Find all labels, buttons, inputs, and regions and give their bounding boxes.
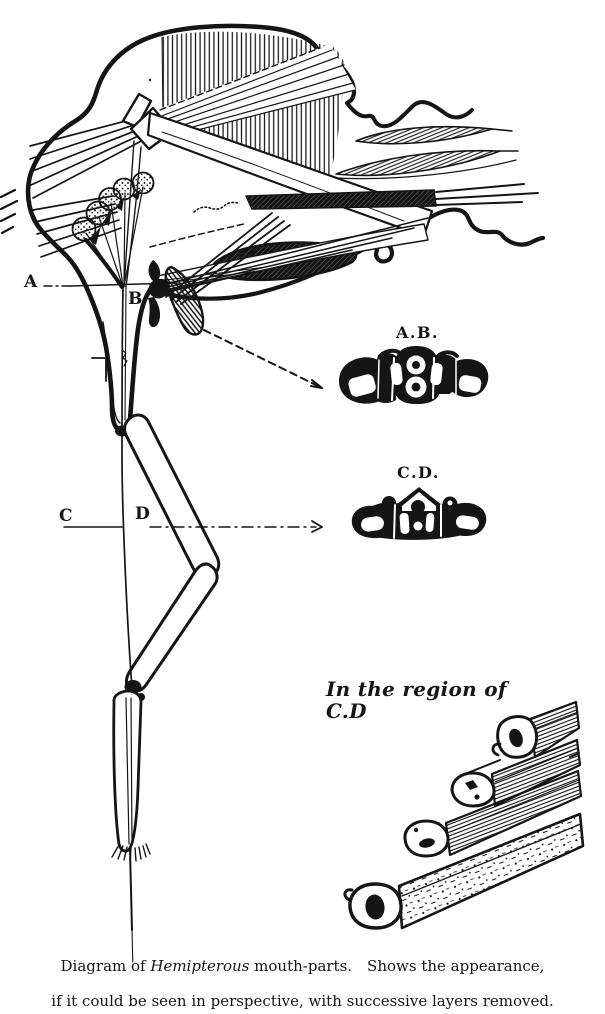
- caption-species: Hemipterous: [150, 957, 250, 975]
- gland-bead-chain: [73, 141, 154, 287]
- pharynx-leaf-muscles: [336, 127, 518, 179]
- stylet-needle: [130, 850, 132, 930]
- label-b: B: [128, 289, 143, 309]
- cross-section-ab-drawing: [339, 346, 488, 404]
- caption-line2: if it could be seen in perspective, with successive layers removed.: [51, 992, 554, 1010]
- neck-upper-margin: [347, 102, 472, 126]
- labium-segment-3: [126, 564, 217, 691]
- pointer-arrow-to-ab: [204, 330, 322, 388]
- section-title-ab: A.B.: [396, 323, 440, 342]
- dashed-guide-line-2: [150, 224, 244, 247]
- rostrum-joint-notch: [92, 358, 106, 381]
- salivary-canal-section-cd: [414, 522, 423, 531]
- cross-section-cd-drawing: [352, 487, 486, 540]
- food-canal-section-cd: [411, 500, 425, 514]
- label-a: A: [24, 272, 38, 292]
- label-d: D: [135, 504, 151, 524]
- scan-edge-marks: [1, 190, 17, 233]
- caption-rest: mouth-parts. Shows the appearance,: [249, 957, 545, 975]
- stipple-squiggle: [194, 202, 238, 212]
- caption-lead: Diagram of: [60, 957, 151, 975]
- figure-caption: [0, 958, 605, 1011]
- section-title-cd: C.D.: [397, 463, 440, 482]
- stylet-bundle-perspective: [345, 702, 583, 928]
- labium-segment-2: [125, 415, 219, 577]
- labium-segments: [114, 415, 219, 851]
- label-c: C: [59, 506, 74, 526]
- region-title: In the region of C.D: [326, 677, 507, 723]
